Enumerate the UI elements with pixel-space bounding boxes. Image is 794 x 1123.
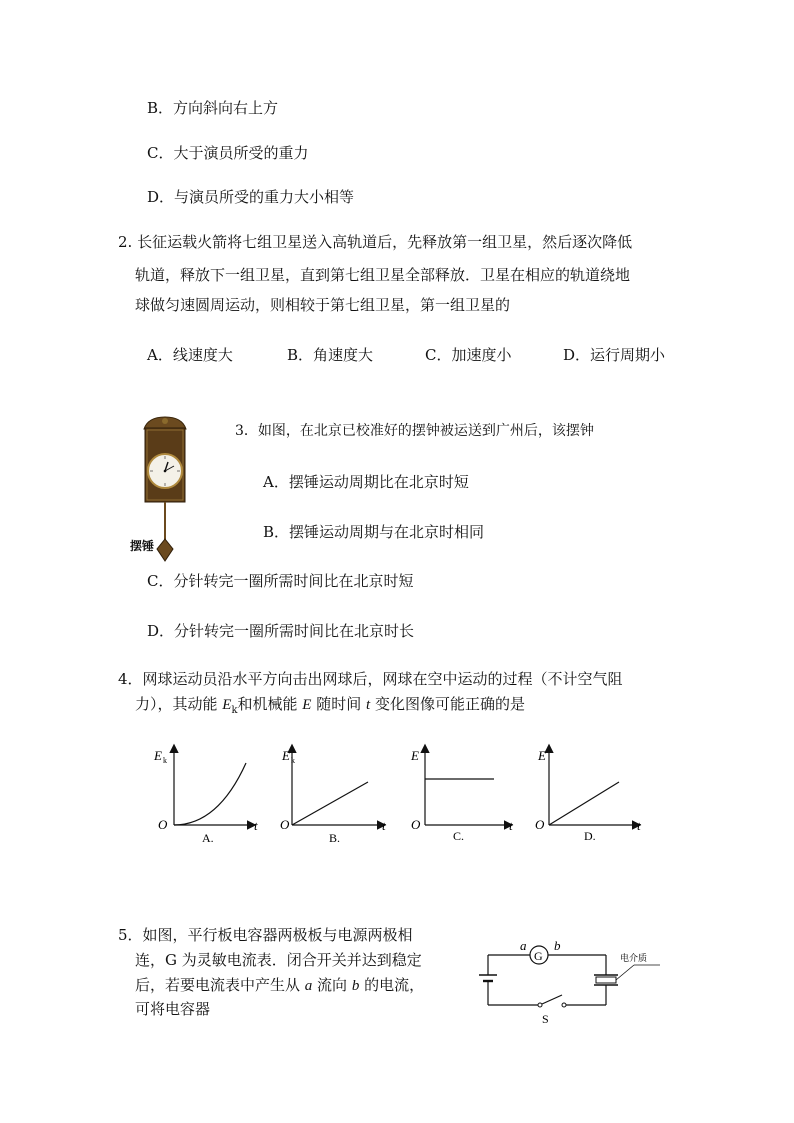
q4-stem-line2	[135, 694, 525, 721]
q5-stem-line4: 可将电容器	[135, 1000, 211, 1018]
q5-line3-mid: 流向	[312, 976, 352, 994]
graph-caption: A.	[202, 831, 214, 845]
y-label: E	[538, 748, 546, 763]
q5-stem-line1: 5．如图，平行板电容器两极板与电源两极相	[118, 926, 413, 944]
q2-option-a: A．线速度大	[147, 346, 233, 364]
q1-option-b: B．方向斜向右上方	[147, 99, 279, 117]
q2-stem-line3: 球做匀速圆周运动，则相较于第七组卫星，第一组卫星的	[135, 296, 511, 314]
t-symbol: t	[366, 697, 371, 713]
origin-label: O	[411, 817, 421, 832]
graph-c	[405, 740, 525, 850]
q4-line2-pre: 力），其动能	[135, 695, 223, 713]
graph-curve	[292, 782, 368, 825]
q3-option-a: A．摆锤运动周期比在北京时短	[263, 473, 469, 491]
origin-label: O	[280, 817, 290, 832]
q2-option-b: B．角速度大	[287, 346, 374, 364]
galvanometer-label: G	[534, 949, 543, 963]
y-label: E	[282, 748, 290, 763]
y-label: E	[154, 748, 162, 763]
q2-option-c: C．加速度小	[425, 346, 512, 364]
y-label: E	[411, 748, 419, 763]
q5-line3-post: 的电流，	[359, 976, 425, 994]
q3-option-d: D．分针转完一圈所需时间比在北京时长	[147, 622, 415, 640]
circuit-diagram	[470, 935, 670, 1025]
graph-caption: D.	[584, 829, 596, 843]
e-symbol: E	[302, 697, 312, 713]
q5-stem-line2: 连，G 为灵敏电流表．闭合开关并达到稳定	[135, 951, 422, 969]
q5-stem-line3	[135, 975, 424, 996]
q4-line2-mid2: 随时间	[311, 695, 367, 713]
q3-option-b: B．摆锤运动周期与在北京时相同	[263, 523, 485, 541]
q3-option-c: C．分针转完一圈所需时间比在北京时短	[147, 572, 414, 590]
q4-stem-line1: 4．网球运动员沿水平方向击出网球后，网球在空中运动的过程（不计空气阻	[118, 670, 623, 688]
q2-stem-line1: 2. 长征运载火箭将七组卫星送入高轨道后，先释放第一组卫星，然后逐次降低	[118, 233, 633, 251]
graph-caption: C.	[453, 829, 465, 843]
q3-stem: 3．如图，在北京已校准好的摆钟被运送到广州后，该摆钟	[235, 423, 594, 439]
graph-d	[533, 740, 653, 850]
ek-subscript: k	[231, 705, 238, 716]
node-b-label: b	[554, 938, 561, 953]
a-symbol: a	[304, 978, 313, 994]
dielectric-slab	[596, 977, 616, 983]
switch-label: S	[542, 1012, 549, 1025]
dielectric-label: 电介质	[620, 953, 648, 963]
origin-label: O	[535, 817, 545, 832]
q2-option-d: D．运行周期小	[563, 346, 666, 364]
y-label-sub: k	[291, 756, 295, 765]
graph-caption: B.	[329, 831, 341, 845]
pendulum-label: 摆锤	[130, 539, 155, 553]
origin-label: O	[158, 817, 168, 832]
graph-a	[148, 740, 268, 850]
x-label: t	[509, 818, 513, 833]
q2-stem-line2: 轨道，释放下一组卫星，直到第七组卫星全部释放．卫星在相应的轨道绕地	[135, 266, 631, 284]
graph-curve	[174, 763, 246, 825]
q1-option-d: D．与演员所受的重力大小相等	[147, 188, 355, 206]
q4-line2-mid1: 和机械能	[237, 695, 303, 713]
node-a-label: a	[520, 938, 527, 953]
q4-line2-post: 变化图像可能正确的是	[370, 695, 525, 713]
b-symbol: b	[351, 978, 360, 994]
graph-curve	[549, 782, 619, 825]
pendulum-bob	[157, 539, 173, 561]
x-label: t	[637, 818, 641, 833]
graph-b	[278, 740, 398, 850]
x-label: t	[382, 818, 386, 833]
q5-line3-pre: 后，若要电流表中产生从	[135, 976, 305, 994]
switch-blade	[542, 995, 562, 1004]
q1-option-c: C．大于演员所受的重力	[147, 144, 309, 162]
x-label: t	[254, 818, 258, 833]
ek-symbol: E	[222, 697, 232, 713]
y-label-sub: k	[163, 756, 167, 765]
